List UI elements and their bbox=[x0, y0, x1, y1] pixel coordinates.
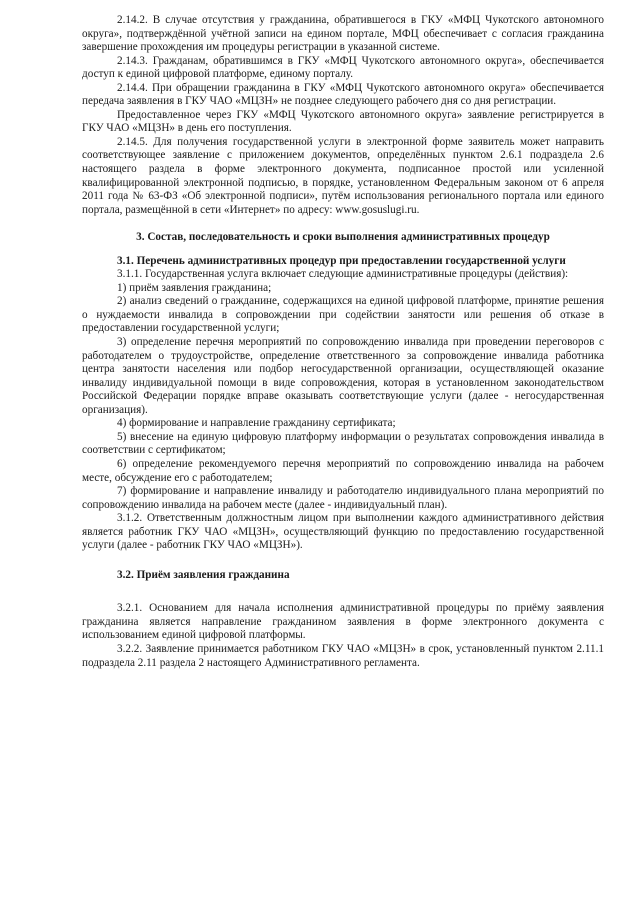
document-page bbox=[82, 14, 604, 670]
paragraph-3-1-2: 3.1.2. Ответственным должностным лицом при выполнении каждого административного действия является работник ГКУ ЧАО «МЦЗН», осуществляющий функцию по предоставлению государственной услуги (далее - работник ГКУ ЧАО «МЦЗН»). bbox=[82, 512, 604, 552]
list-item: 1) приём заявления гражданина; bbox=[117, 281, 272, 294]
list-item: 3) определение перечня мероприятий по сопровождению инвалида при проведении переговоров с работодателем о трудоустройстве, определение ответственного за сопровождение инвалида работника центра занятости населения или подбор негосударственной организации, осуществляющей оказание инвалиду индивидуальной помощи в виде сопровождения, которая в установленном законодательством Российской Федерации порядке вправе оказывать соответствующие услуги (далее - негосударственная организация). bbox=[82, 336, 604, 416]
paragraph-3-2-1: 3.2.1. Основанием для начала исполнения административной процедуры по приёму заявления гражданина является направление гражданином заявления в форме электронного документа с использованием единой цифровой платформы. bbox=[82, 602, 604, 642]
subsection-3-1-heading: 3.1. Перечень административных процедур при предоставлении государственной услуги bbox=[117, 254, 566, 267]
paragraph-2-14-2: 2.14.2. В случае отсутствия у гражданина, обратившегося в ГКУ «МФЦ Чукотского автономного округа», подтверждённой учётной записи на едином портале, МФЦ обеспечивает с согласия гражданина завершение прохождения им процедуры регистрации в указанной системе. bbox=[82, 14, 604, 54]
paragraph-2-14-3: 2.14.3. Гражданам, обратившимся в ГКУ «МФЦ Чукотского автономного округа», обеспечивается доступ к единой цифровой платформе, единому порталу. bbox=[82, 54, 604, 81]
paragraph-3-2-2: 3.2.2. Заявление принимается работником ГКУ ЧАО «МЦЗН» в срок, установленный пунктом 2.11.1 подраздела 2.11 раздела 2 настоящего Административного регламента. bbox=[82, 642, 604, 669]
list-item: 7) формирование и направление инвалиду и работодателю индивидуального плана мероприятий по сопровождению инвалида на рабочем месте (далее - индивидуальный план). bbox=[82, 485, 604, 511]
list-item: 5) внесение на единую цифровую платформу информации о результатах сопровождения инвалида в соответствии с сертификатом; bbox=[82, 430, 604, 457]
paragraph-2-14-5: 2.14.5. Для получения государственной услуги в электронной форме заявитель может направить соответствующее заявление с приложением документов, определённых пунктом 2.6.1 подраздела 2.6 настоящего раздела в форме электронного документа, подписанное простой или усиленной квалифицированной электронной подписью, в порядке, установленном Федеральным законом от 6 апреля 2011 года № 63-ФЗ «Об электронной подписи», путём использования регионального портала или единого портала, размещённой в сети «Интернет» по адресу: www.gosuslugi.ru. bbox=[82, 135, 604, 216]
paragraph-2-14-4: 2.14.4. При обращении гражданина в ГКУ «МФЦ Чукотского автономного округа» обеспечивается передача заявления в ГКУ ЧАО «МЦЗН» не позднее следующего рабочего дня со дня регистрации. bbox=[82, 81, 604, 108]
list-item: 4) формирование и направление гражданину сертификата; bbox=[117, 417, 396, 430]
section-3-heading: 3. Состав, последовательность и сроки выполнения административных процедур bbox=[136, 231, 550, 244]
paragraph-mfc-registration: Предоставленное через ГКУ «МФЦ Чукотского автономного округа» заявление регистрируется в ГКУ ЧАО «МЦЗН» в день его поступления. bbox=[82, 108, 604, 135]
list-item: 6) определение рекомендуемого перечня мероприятий по сопровождению инвалида на рабочем месте, обсуждение его с работодателем; bbox=[82, 457, 604, 484]
subsection-3-2-heading: 3.2. Приём заявления гражданина bbox=[117, 568, 290, 581]
list-item: 2) анализ сведений о гражданине, содержащихся на единой цифровой платформе, принятие решения о нуждаемости инвалида в сопровождении при содействии занятости или решения об отказе в предоставлении государственной услуги; bbox=[82, 295, 604, 335]
paragraph-3-1-1: 3.1.1. Государственная услуга включает следующие административные процедуры (действия): bbox=[117, 268, 569, 281]
